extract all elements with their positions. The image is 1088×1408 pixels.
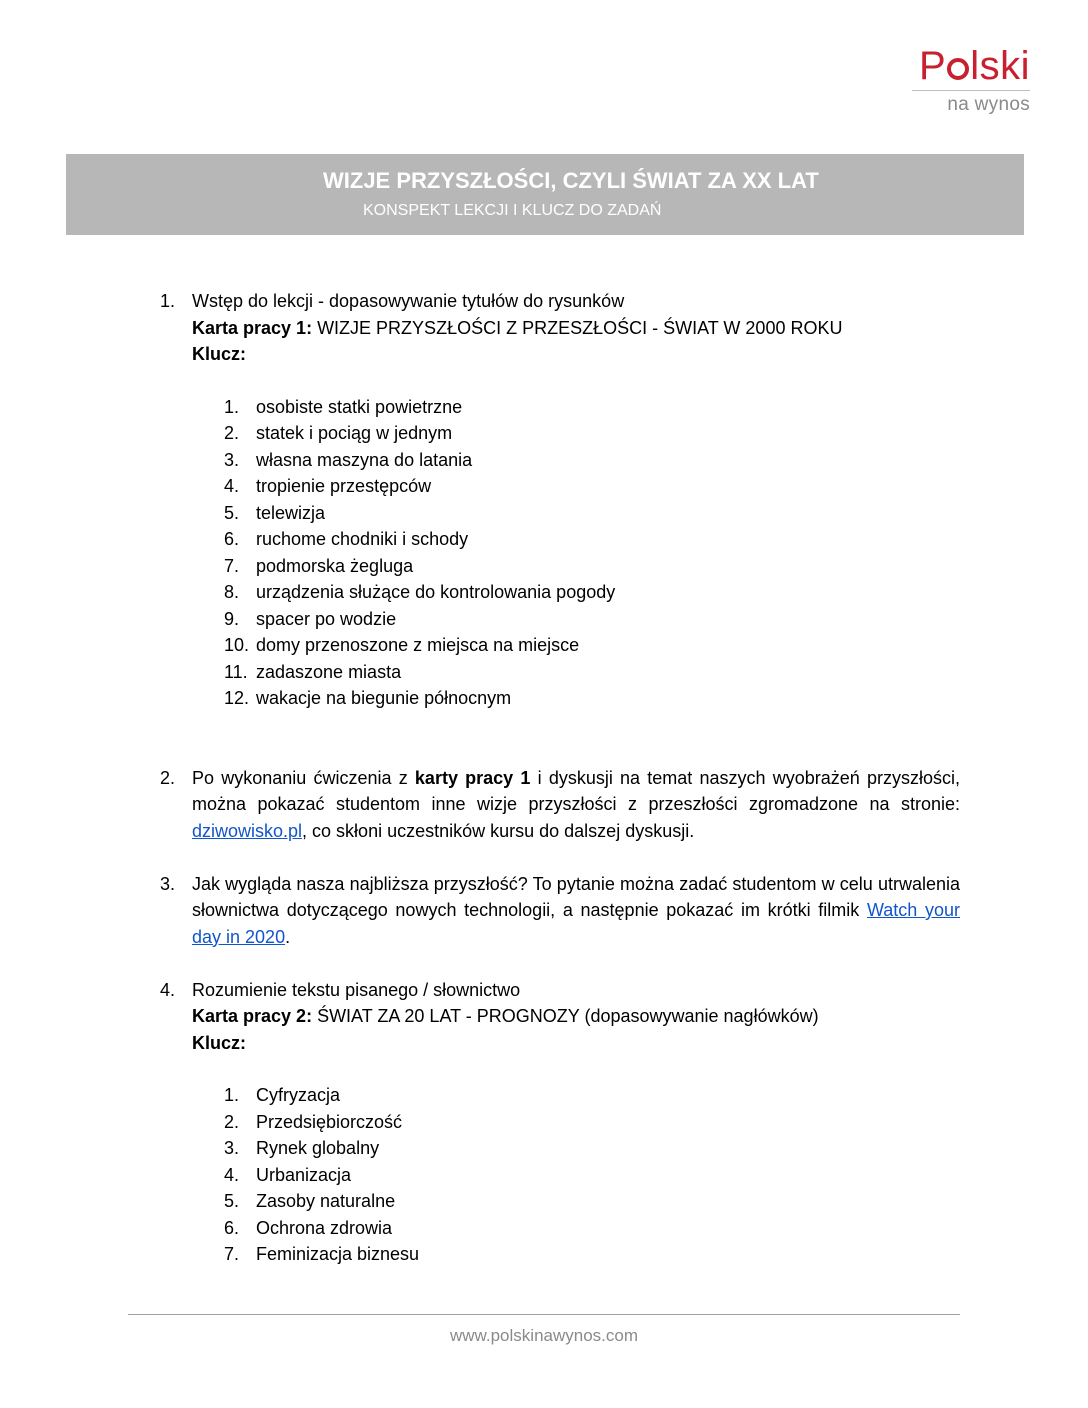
section-1 bbox=[160, 288, 960, 368]
footer-url: www.polskinawynos.com bbox=[449, 1326, 638, 1345]
section-3-text: Jak wygląda nasza najbliższa przyszłość? To pytanie można zadać studentom w celu utrwalenia słownictwa dotyczącego nowych technologii, a następnie pokazać im krótki filmik bbox=[192, 873, 960, 920]
footer-divider bbox=[128, 1314, 960, 1315]
list-item bbox=[224, 1215, 960, 1242]
list-item bbox=[224, 1241, 960, 1268]
key-label: Klucz: bbox=[192, 344, 246, 364]
item-number: 8. bbox=[224, 582, 240, 602]
worksheet-1-line bbox=[192, 315, 960, 342]
answer-list-1 bbox=[224, 394, 960, 712]
item-number: 5. bbox=[224, 502, 240, 523]
section-2-text: Po wykonaniu ćwiczenia z bbox=[192, 767, 415, 788]
item-text: własna maszyna do latania bbox=[256, 449, 473, 470]
list-item bbox=[224, 632, 960, 659]
list-item bbox=[224, 526, 960, 553]
item-text: Rynek globalny bbox=[256, 1138, 380, 1158]
dziwowisko-link[interactable]: dziwowisko.pl bbox=[192, 820, 303, 841]
section-3-text-end: . bbox=[285, 926, 291, 947]
item-number: 5. bbox=[224, 1191, 240, 1211]
list-item bbox=[224, 500, 960, 527]
item-text: Ochrona zdrowia bbox=[256, 1217, 393, 1238]
section-number: 3. bbox=[160, 873, 176, 894]
item-text: Przedsiębiorczość bbox=[256, 1111, 403, 1132]
logo-wordmark bbox=[910, 44, 1030, 88]
title-banner bbox=[66, 154, 1024, 235]
logo-o-ring bbox=[947, 58, 969, 80]
list-item bbox=[224, 659, 960, 686]
worksheet-label: Karta pracy 1: bbox=[192, 317, 313, 338]
item-number: 1. bbox=[224, 396, 240, 417]
item-text: urządzenia służące do kontrolowania pogody bbox=[256, 582, 616, 602]
list-item bbox=[224, 394, 960, 421]
logo-letters: lski bbox=[970, 44, 1030, 88]
document-body bbox=[160, 288, 960, 1268]
logo bbox=[910, 44, 1030, 115]
logo-letter: P bbox=[919, 44, 947, 88]
item-text: domy przenoszone z miejsca na miejsce bbox=[256, 635, 580, 655]
item-text: spacer po wodzie bbox=[256, 608, 397, 629]
item-number: 7. bbox=[224, 555, 240, 576]
section-number: 2. bbox=[160, 767, 176, 788]
item-text: Urbanizacja bbox=[256, 1164, 352, 1185]
item-number: 4. bbox=[224, 476, 240, 496]
item-text: tropienie przestępców bbox=[256, 476, 432, 496]
list-item bbox=[224, 1109, 960, 1136]
section-1-heading: Wstęp do lekcji - dopasowywanie tytułów do rysunków bbox=[192, 291, 625, 311]
item-number: 6. bbox=[224, 529, 240, 549]
item-text: Zasoby naturalne bbox=[256, 1191, 396, 1211]
item-text: zadaszone miasta bbox=[256, 661, 402, 682]
item-number: 3. bbox=[224, 1138, 240, 1158]
item-number: 3. bbox=[224, 449, 240, 470]
item-text: osobiste statki powietrzne bbox=[256, 396, 463, 417]
item-number: 11. bbox=[224, 661, 248, 682]
item-text: Feminizacja biznesu bbox=[256, 1244, 420, 1264]
page-subtitle: KONSPEKT LEKCJI I KLUCZ DO ZADAŃ bbox=[363, 202, 662, 219]
section-4-heading: Rozumienie tekstu pisanego / słownictwo bbox=[192, 979, 521, 1000]
section-2-text-cont: i dyskusji na temat naszych wyobrażeń przyszłości, można pokazać studentom inne wizje przyszłości z przeszłości zgromadzone na stronie: bbox=[192, 767, 960, 814]
item-text: Cyfryzacja bbox=[256, 1085, 341, 1105]
section-4 bbox=[160, 977, 960, 1057]
worksheet-title: ŚWIAT ZA 20 LAT - PROGNOZY (dopasowywanie nagłówków) bbox=[312, 1006, 819, 1026]
logo-divider bbox=[912, 90, 1030, 91]
item-text: wakacje na biegunie północnym bbox=[256, 688, 512, 708]
item-number: 1. bbox=[224, 1085, 240, 1105]
item-text: statek i pociąg w jednym bbox=[256, 423, 453, 443]
item-number: 10. bbox=[224, 635, 250, 655]
section-number: 1. bbox=[160, 291, 176, 311]
item-number: 9. bbox=[224, 608, 240, 629]
key-label: Klucz: bbox=[192, 1032, 246, 1053]
item-number: 12. bbox=[224, 688, 250, 708]
answer-list-2 bbox=[224, 1082, 960, 1268]
list-item bbox=[224, 1082, 960, 1109]
item-text: podmorska żegluga bbox=[256, 555, 414, 576]
item-text: ruchome chodniki i schody bbox=[256, 529, 469, 549]
list-item bbox=[224, 473, 960, 500]
worksheet-label: Karta pracy 2: bbox=[192, 1006, 313, 1026]
item-text: telewizja bbox=[256, 502, 326, 523]
list-item bbox=[224, 685, 960, 712]
list-item bbox=[224, 420, 960, 447]
item-number: 4. bbox=[224, 1164, 240, 1185]
item-number: 6. bbox=[224, 1217, 240, 1238]
item-number: 2. bbox=[224, 423, 240, 443]
list-item bbox=[224, 553, 960, 580]
section-number: 4. bbox=[160, 979, 176, 1000]
list-item bbox=[224, 447, 960, 474]
worksheet-title: WIZJE PRZYSZŁOŚCI Z PRZESZŁOŚCI - ŚWIAT W 2000 ROKU bbox=[312, 317, 843, 338]
list-item bbox=[224, 1135, 960, 1162]
list-item bbox=[224, 1188, 960, 1215]
item-number: 7. bbox=[224, 1244, 240, 1264]
section-2-bold: karty pracy 1 bbox=[414, 767, 531, 788]
video-link[interactable]: Watch your day in 2020 bbox=[192, 900, 960, 947]
list-item bbox=[224, 579, 960, 606]
page-title: WIZJE PRZYSZŁOŚCI, CZYLI ŚWIAT ZA XX LAT bbox=[323, 168, 819, 193]
section-3 bbox=[160, 871, 960, 951]
worksheet-2-line bbox=[192, 1003, 960, 1030]
list-item bbox=[224, 1162, 960, 1189]
logo-subtitle: na wynos bbox=[947, 94, 1030, 115]
section-2 bbox=[160, 765, 960, 845]
item-number: 2. bbox=[224, 1111, 240, 1132]
list-item bbox=[224, 606, 960, 633]
section-2-text-end: , co skłoni uczestników kursu do dalszej dyskusji. bbox=[302, 820, 695, 841]
